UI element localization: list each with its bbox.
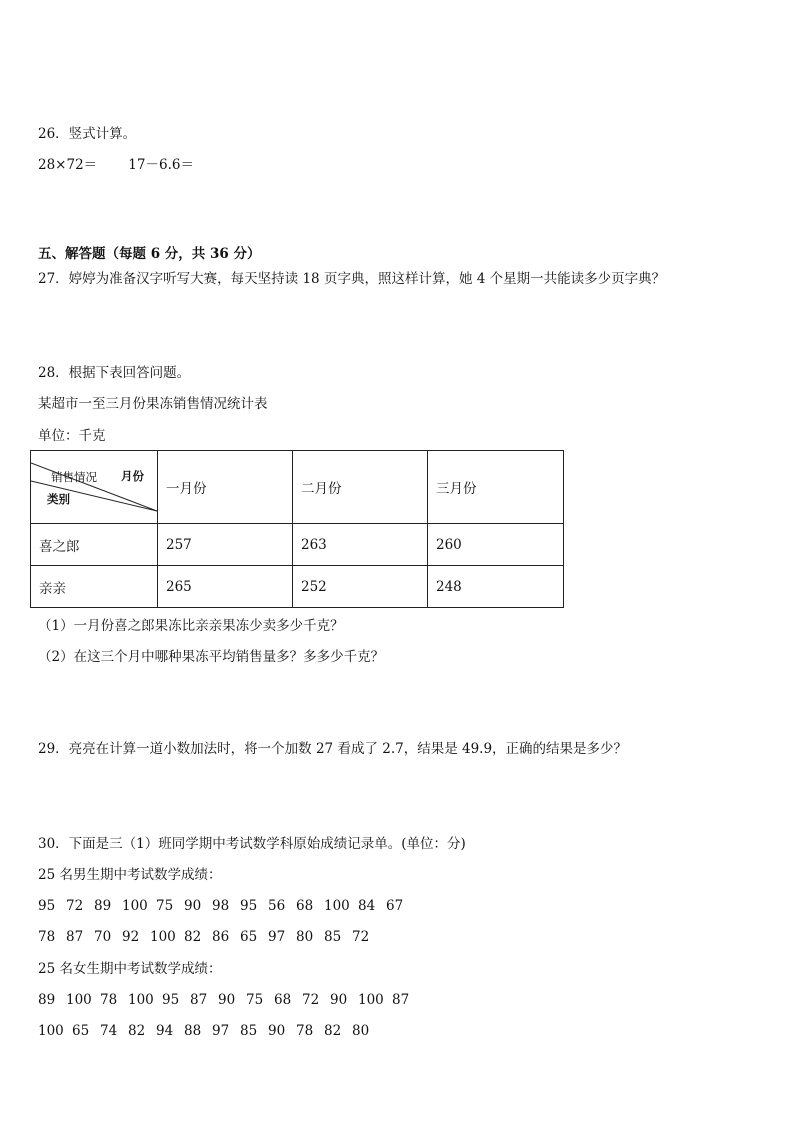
score-value: 67 [386, 898, 404, 914]
q28-sub-question-2: （2）在这三个月中哪种果冻平均销售量多？多多少千克？ [38, 649, 385, 665]
score-value: 72 [352, 929, 370, 945]
table-header-row [31, 451, 564, 524]
score-value: 80 [296, 929, 314, 945]
score-value: 87 [66, 929, 84, 945]
score-value: 100 [122, 898, 148, 914]
score-value: 72 [302, 992, 320, 1008]
corner-diagonal-lines [31, 451, 157, 523]
column-header: 二月份 [293, 451, 428, 524]
score-value: 75 [156, 898, 174, 914]
table-cell: 257 [158, 524, 293, 566]
score-value: 65 [72, 1023, 90, 1039]
score-value: 87 [392, 992, 410, 1008]
q26-expr-2: 17－6.6＝ [128, 157, 194, 173]
corner-month-label: 月份 [121, 469, 144, 483]
section-5-title: 五、解答题（每题 6 分，共 36 分） [38, 246, 261, 262]
q30-text: 30．下面是三（1）班同学期中考试数学科原始成绩记录单。(单位：分) [38, 836, 466, 852]
score-value: 65 [240, 929, 258, 945]
boys-scores-line-1 [38, 897, 414, 915]
table-cell: 263 [293, 524, 428, 566]
girls-scores-line-2 [38, 1022, 380, 1040]
score-value: 85 [324, 929, 342, 945]
score-value: 82 [128, 1023, 146, 1039]
boys-scores-label: 25 名男生期中考试数学成绩： [38, 867, 222, 883]
q26-expressions [38, 156, 194, 174]
q27-text: 27．婷婷为准备汉字听写大赛，每天坚持读 18 页字典，照这样计算，她 4 个星期一共能读多少页字典？ [38, 271, 666, 287]
q29-text: 29．亮亮在计算一道小数加法时，将一个加数 27 看成了 2.7，结果是 49.9，正确的结果是多少？ [38, 741, 628, 757]
row-label: 亲亲 [31, 566, 158, 608]
score-value: 100 [150, 929, 176, 945]
score-value: 97 [212, 1023, 230, 1039]
table-cell: 265 [158, 566, 293, 608]
score-value: 78 [38, 929, 56, 945]
score-value: 74 [100, 1023, 118, 1039]
score-value: 82 [324, 1023, 342, 1039]
score-value: 86 [212, 929, 230, 945]
table-cell: 260 [428, 524, 564, 566]
score-value: 100 [358, 992, 384, 1008]
q28-unit: 单位：千克 [38, 428, 106, 444]
table-corner-cell [31, 451, 158, 524]
score-value: 88 [184, 1023, 202, 1039]
corner-sales-label: 销售情况 [51, 470, 97, 484]
score-value: 95 [240, 898, 258, 914]
column-header: 一月份 [158, 451, 293, 524]
score-value: 84 [358, 898, 376, 914]
score-value: 95 [38, 898, 56, 914]
q26-expr-1: 28×72＝ [38, 157, 98, 173]
q28-title: 28．根据下表回答问题。 [38, 365, 191, 381]
score-value: 68 [296, 898, 314, 914]
q28-sub-question-1: （1）一月份喜之郎果冻比亲亲果冻少卖多少千克？ [38, 618, 344, 634]
score-value: 78 [296, 1023, 314, 1039]
score-value: 68 [274, 992, 292, 1008]
score-value: 90 [268, 1023, 286, 1039]
score-value: 94 [156, 1023, 174, 1039]
score-value: 98 [212, 898, 230, 914]
score-value: 90 [330, 992, 348, 1008]
score-value: 90 [184, 898, 202, 914]
score-value: 75 [246, 992, 264, 1008]
q28-table-title: 某超市一至三月份果冻销售情况统计表 [38, 396, 268, 412]
score-value: 100 [324, 898, 350, 914]
sales-table [30, 450, 564, 608]
score-value: 92 [122, 929, 140, 945]
boys-scores-line-2 [38, 928, 380, 946]
corner-category-label: 类别 [47, 492, 70, 506]
score-value: 78 [100, 992, 118, 1008]
table-row [31, 566, 564, 608]
girls-scores-label: 25 名女生期中考试数学成绩： [38, 961, 222, 977]
table-cell: 248 [428, 566, 564, 608]
column-header: 三月份 [428, 451, 564, 524]
score-value: 87 [190, 992, 208, 1008]
girls-scores-line-1 [38, 991, 420, 1009]
q26-title: 26．竖式计算。 [38, 126, 137, 142]
score-value: 56 [268, 898, 286, 914]
score-value: 70 [94, 929, 112, 945]
score-value: 89 [38, 992, 56, 1008]
score-value: 80 [352, 1023, 370, 1039]
score-value: 100 [38, 1023, 64, 1039]
score-value: 95 [162, 992, 180, 1008]
score-value: 97 [268, 929, 286, 945]
score-value: 100 [128, 992, 154, 1008]
table-row [31, 524, 564, 566]
score-value: 85 [240, 1023, 258, 1039]
score-value: 82 [184, 929, 202, 945]
row-label: 喜之郎 [31, 524, 158, 566]
score-value: 72 [66, 898, 84, 914]
score-value: 89 [94, 898, 112, 914]
score-value: 100 [66, 992, 92, 1008]
table-cell: 252 [293, 566, 428, 608]
score-value: 90 [218, 992, 236, 1008]
